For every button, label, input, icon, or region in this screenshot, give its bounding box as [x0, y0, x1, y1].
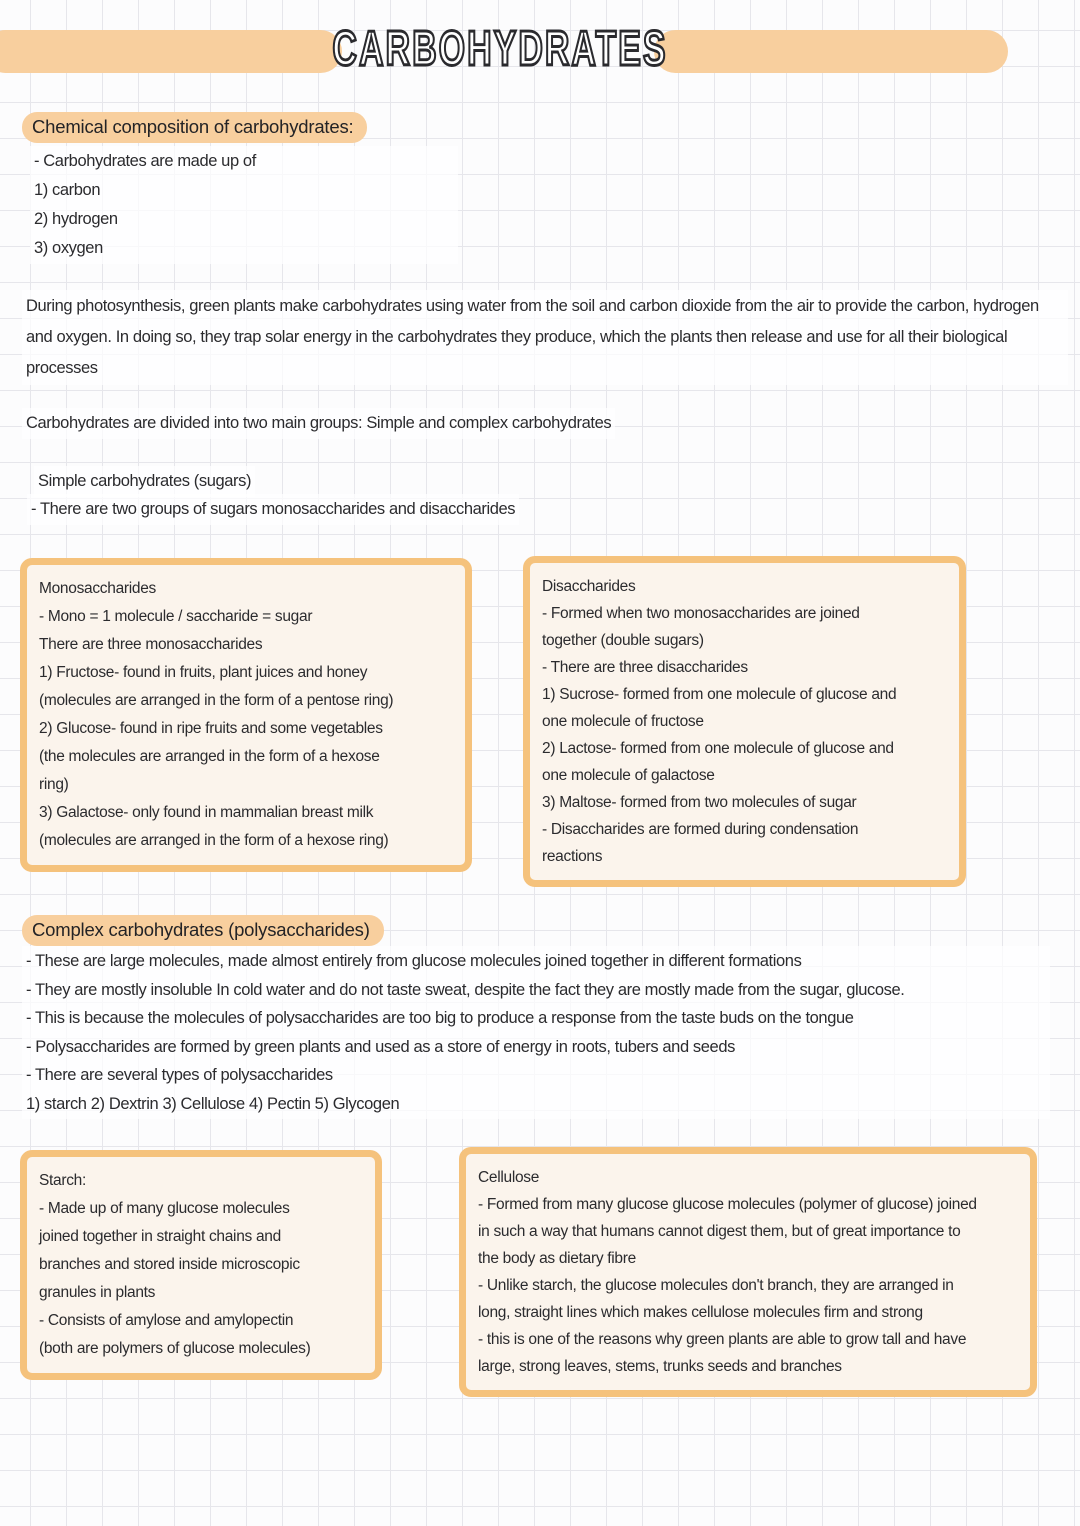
chemical-composition-heading: Chemical composition of carbohydrates:: [22, 112, 367, 143]
note-line: 2) Lactose- formed from one molecule of glucose and: [542, 740, 894, 757]
note-line: Starch:: [39, 1172, 87, 1189]
note-line: - They are mostly insoluble In cold water and do not taste sweat, despite the fact they are mostly made from the sugar, glucose.: [26, 980, 905, 999]
note-line: - There are three disaccharides: [542, 659, 748, 676]
simple-carbohydrates-heading: Simple carbohydrates (sugars): [34, 466, 255, 497]
complex-carbohydrates-list: [22, 946, 1050, 1119]
note-line: 1) carbon: [34, 181, 101, 199]
note-line: branches and stored inside microscopic: [39, 1256, 300, 1273]
note-line: large, strong leaves, stems, trunks seeds and branches: [478, 1358, 842, 1375]
photosynthesis-paragraph: During photosynthesis, green plants make carbohydrates using water from the soil and carbon dioxide from the air to provide the carbon, hydrogen and oxygen. In doing so, they trap solar energy in the carbohydrates they produce, which the plants then release and use for all their biological processes: [22, 290, 1068, 385]
simple-carbohydrates-line: - There are two groups of sugars monosaccharides and disaccharides: [27, 494, 519, 525]
note-line: 3) Maltose- formed from two molecules of sugar: [542, 794, 857, 811]
note-line: the body as dietary fibre: [478, 1250, 636, 1267]
complex-carbohydrates-heading: Complex carbohydrates (polysaccharides): [22, 915, 384, 946]
note-line: There are three monosaccharides: [39, 636, 263, 653]
note-line: (molecules are arranged in the form of a hexose ring): [39, 832, 389, 849]
title-pill-right-decoration: [654, 30, 1008, 73]
note-line: - Formed when two monosaccharides are joined: [542, 605, 860, 622]
note-line: 3) Galactose- only found in mammalian breast milk: [39, 804, 374, 821]
note-line: - Carbohydrates are made up of: [34, 152, 256, 170]
note-line: - This is because the molecules of polysaccharides are too big to produce a response from the taste buds on the tongue: [26, 1009, 854, 1027]
chemical-composition-list: [30, 146, 458, 264]
note-line: one molecule of galactose: [542, 767, 715, 784]
note-line: 1) starch 2) Dextrin 3) Cellulose 4) Pectin 5) Glycogen: [26, 1094, 400, 1113]
monosaccharides-box: [20, 558, 472, 872]
note-line: joined together in straight chains and: [39, 1228, 281, 1245]
note-line: ring): [39, 776, 69, 793]
note-line: 1) Sucrose- formed from one molecule of glucose and: [542, 686, 897, 703]
note-line: (both are polymers of glucose molecules): [39, 1340, 311, 1357]
note-line: 2) Glucose- found in ripe fruits and some vegetables: [39, 720, 383, 737]
note-line: - Mono = 1 molecule / saccharide = sugar: [39, 608, 313, 625]
note-line: 3) oxygen: [34, 239, 103, 257]
groups-line: Carbohydrates are divided into two main groups: Simple and complex carbohydrates: [22, 408, 615, 439]
note-line: together (double sugars): [542, 632, 704, 649]
note-line: reactions: [542, 848, 603, 865]
note-line: Cellulose: [478, 1169, 540, 1186]
starch-box: [20, 1150, 382, 1380]
cellulose-box: [459, 1147, 1037, 1397]
note-line: - this is one of the reasons why green plants are able to grow tall and have: [478, 1331, 967, 1348]
note-line: - Disaccharides are formed during condensation: [542, 821, 859, 838]
title-pill-left-decoration: [0, 30, 342, 73]
note-line: in such a way that humans cannot digest them, but of great importance to: [478, 1223, 961, 1240]
note-line: Monosaccharides: [39, 580, 156, 597]
note-line: granules in plants: [39, 1284, 156, 1301]
disaccharides-box: [523, 556, 966, 887]
note-line: - Made up of many glucose molecules: [39, 1200, 290, 1217]
note-line: 1) Fructose- found in fruits, plant juices and honey: [39, 664, 368, 681]
note-line: - Consists of amylose and amylopectin: [39, 1312, 294, 1329]
note-line: one molecule of fructose: [542, 713, 704, 730]
note-line: 2) hydrogen: [34, 210, 118, 228]
note-line: (the molecules are arranged in the form of a hexose: [39, 748, 380, 765]
note-line: Disaccharides: [542, 578, 636, 595]
note-line: - Unlike starch, the glucose molecules don't branch, they are arranged in: [478, 1277, 954, 1294]
note-line: - Polysaccharides are formed by green plants and used as a store of energy in roots, tubers and seeds: [26, 1037, 735, 1056]
note-line: long, straight lines which makes cellulose molecules firm and strong: [478, 1304, 923, 1321]
note-line: - Formed from many glucose glucose molecules (polymer of glucose) joined: [478, 1196, 977, 1213]
note-line: - These are large molecules, made almost entirely from glucose molecules joined together in different formations: [26, 952, 802, 970]
note-line: - There are several types of polysaccharides: [26, 1066, 333, 1084]
page-title: CARBOHYDRATES: [332, 21, 668, 77]
note-line: (molecules are arranged in the form of a pentose ring): [39, 692, 394, 709]
